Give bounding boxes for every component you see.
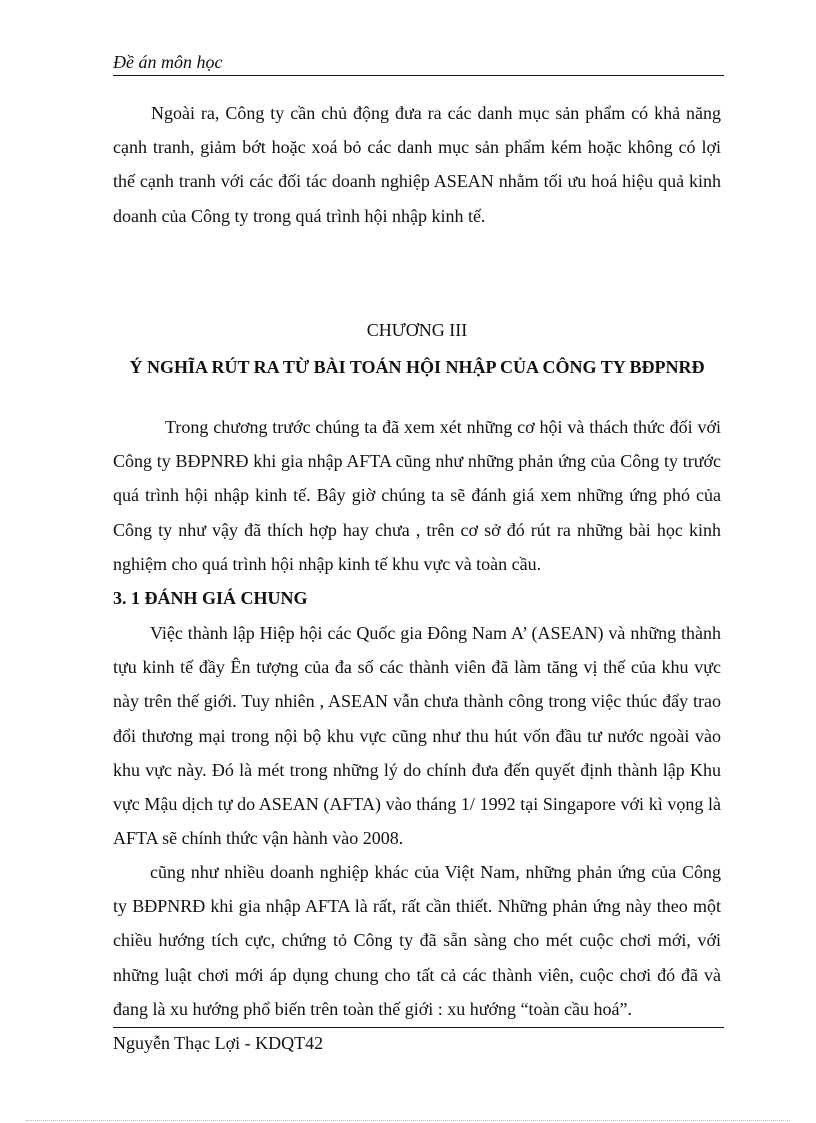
chapter-title: Ý NGHĨA RÚT RA TỪ BÀI TOÁN HỘI NHẬP CỦA CÔNG TY BĐPNRĐ [129,357,705,377]
paragraph-asean: Việc thành lập Hiệp hội các Quốc gia Đông Nam A’ (ASEAN) và những thành tựu kinh tế đầy Ên tượng của đa số các thành viên đã làm tăng vị thế của khu vực này trên thế giới. Tuy nhiên , ASEAN vẫn chưa thành công trong việc thúc đẩy trao đổi thương mại trong nội bộ khu vực cũng như thu hút vốn đầu tư nước ngoài vào khu vực này. Đó là mét trong những lý do chính đưa đến quyết định thành lập Khu vực Mậu dịch tự do ASEAN (AFTA) vào tháng 1/ 1992 tại Singapore với kì vọng là AFTA sẽ chính thức vận hành vào 2008. [113,623,721,849]
page-edge-divider [26,1120,790,1121]
paragraph-response: cũng như nhiều doanh nghiệp khác của Việt Nam, những phản ứng của Công ty BĐPNRĐ khi gia nhập AFTA là rất, rất cần thiết. Những phản ứng này theo một chiều hướng tích cực, chứng tỏ Công ty đã sẵn sàng cho mét cuộc chơi mới, với những luật chơi mới áp dụng chung cho tất cả các thành viên, cuộc chơi đó đã và đang là xu hướng phổ biến trên toàn thế giới : xu hướng “toàn cầu hoá”. [113,862,721,1019]
section-heading: 3. 1 ĐÁNH GIÁ CHUNG [113,588,308,608]
paragraph-chapter-intro: Trong chương trước chúng ta đã xem xét những cơ hội và thách thức đối với Công ty BĐPNRĐ khi gia nhập AFTA cũng như những phản ứng của Công ty trước quá trình hội nhập kinh tế. Bây giờ chúng ta sẽ đánh giá xem những ứng phó của Công ty như vậy đã thích hợp hay chưa , trên cơ sở đó rút ra những bài học kinh nghiệm cho quá trình hội nhập kinh tế khu vực và toàn cầu. [113,417,721,574]
paragraph-intro: Ngoài ra, Công ty cần chủ động đưa ra các danh mục sản phẩm có khả năng cạnh tranh, giảm bớt hoặc xoá bỏ các danh mục sản phẩm kém hoặc không có lợi thế cạnh tranh với các đối tác doanh nghiệp ASEAN nhằm tối ưu hoá hiệu quả kinh doanh của Công ty trong quá trình hội nhập kinh tế. [113,103,721,226]
chapter-label: CHƯƠNG III [366,320,468,340]
header-rule [113,75,724,76]
footer-rule [113,1027,724,1028]
footer-author: Nguyễn Thạc Lợi - KDQT42 [113,1033,324,1053]
running-header: Đề án môn học [113,52,223,72]
